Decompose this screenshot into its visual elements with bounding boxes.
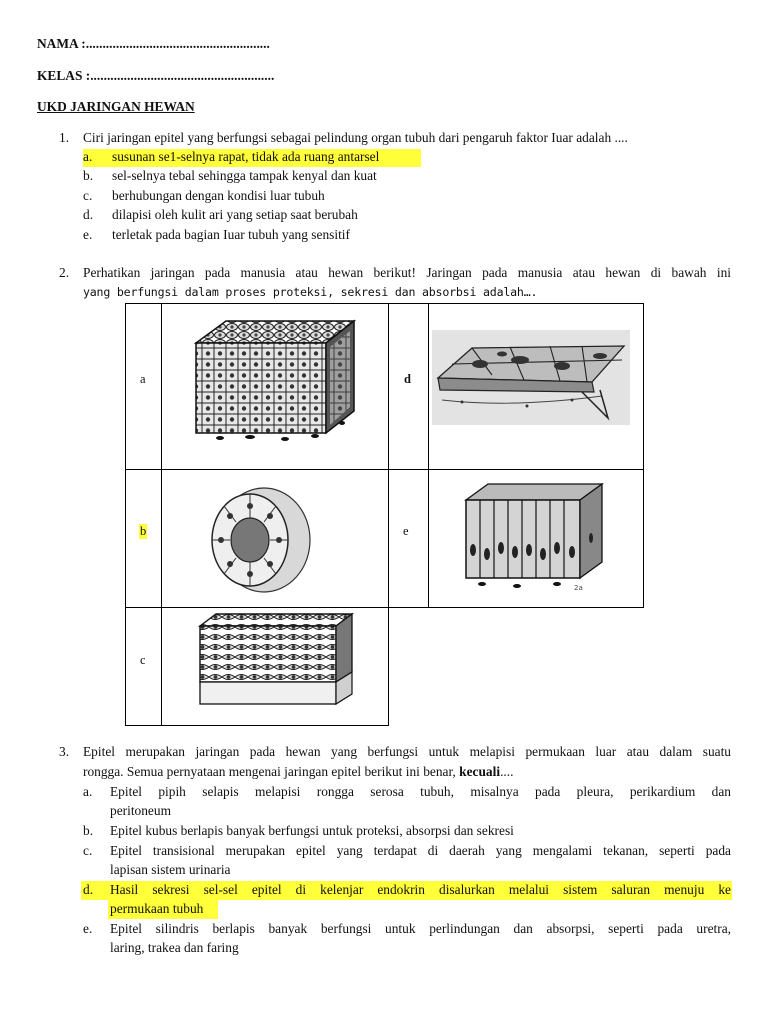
question-text: Ciri jaringan epitel yang berfungsi sebagai pelindung organ tubuh dari pengaruh faktor Iuar adalah .... — [83, 130, 628, 145]
question-text: Perhatikan jaringan pada manusia atau hewan berikut! Jaringan pada manusia atau hewan di bawah ini — [83, 265, 731, 280]
option-text: terletak pada bagian Iuar tubuh yang sensitif — [112, 227, 350, 242]
option-text: Epitel kubus berlapis banyak berfungsi untuk proteksi, absorpsi dan sekresi — [110, 823, 514, 838]
option-text: berhubungan dengan kondisi luar tubuh — [112, 188, 325, 203]
option-text: Epitel transisional merupakan epitel yang terdapat di daerah yang mengalami tekanan, seperti pada — [110, 843, 731, 858]
question-text: yang berfungsi dalam proses proteksi, sekresi dan absorbsi adalah…. — [83, 285, 538, 299]
kelas-field: KELAS :....................................................... — [37, 68, 275, 83]
option-text: lapisan sistem urinaria — [110, 862, 231, 877]
option-text: Epitel pipih selapis melapisi rongga serosa tubuh, misalnya pada pleura, perikardium dan — [110, 784, 731, 799]
option-text: Epitel silindris berlapis banyak berfungsi untuk perlindungan dan absorpsi, seperti pada uretra, — [110, 921, 731, 936]
label-c: c — [140, 653, 146, 667]
option-key: c. — [83, 843, 93, 858]
page-title: UKD JARINGAN HEWAN — [37, 99, 195, 114]
label-a: a — [140, 372, 146, 386]
kecuali-emphasis: kecuali — [459, 764, 501, 779]
question-text: Epitel merupakan jaringan pada hewan yang berfungsi untuk melapisi permukaan luar atau dalam suatu — [83, 744, 731, 759]
option-text: Hasil sekresi sel-sel epitel di kelenjar endokrin disalurkan melalui sistem saluran menuju ke — [110, 882, 731, 897]
option-text: peritoneum — [110, 803, 171, 818]
option-key: a. — [83, 149, 93, 164]
question-number: 2. — [59, 265, 70, 280]
label-d: d — [404, 372, 411, 386]
option-text: sel-selnya tebal sehingga tampak kenyal dan kuat — [112, 168, 377, 183]
question-text-part: rongga. Semua pernyataan mengenai jaringan epitel berikut ini benar, — [83, 764, 456, 779]
option-key: d. — [83, 882, 94, 897]
tissue-image-c — [196, 612, 358, 712]
label-b: b — [140, 524, 147, 538]
question-number: 1. — [59, 130, 70, 145]
option-key: e. — [83, 921, 93, 936]
option-key: b. — [83, 168, 94, 183]
option-key: c. — [83, 188, 93, 203]
nama-field: NAMA :....................................................... — [37, 36, 270, 51]
option-text: permukaan tubuh — [110, 901, 204, 916]
tissue-image-e — [462, 478, 607, 593]
question-text-part: .... — [500, 764, 514, 779]
option-key: d. — [83, 207, 94, 222]
option-key: b. — [83, 823, 94, 838]
option-text: dilapisi oleh kulit ari yang setiap saat berubah — [112, 207, 358, 222]
question-number: 3. — [59, 744, 70, 759]
tissue-image-b — [204, 478, 314, 598]
label-e: e — [403, 524, 409, 538]
option-text: susunan se1-selnya rapat, tidak ada ruang antarsel — [112, 149, 380, 164]
tissue-image-d — [432, 330, 630, 425]
scale-mark: 2a — [574, 584, 583, 592]
option-key: e. — [83, 227, 93, 242]
tissue-image-a — [190, 315, 360, 445]
question-text — [83, 764, 513, 780]
option-key: a. — [83, 784, 93, 799]
option-text: laring, trakea dan faring — [110, 940, 239, 955]
